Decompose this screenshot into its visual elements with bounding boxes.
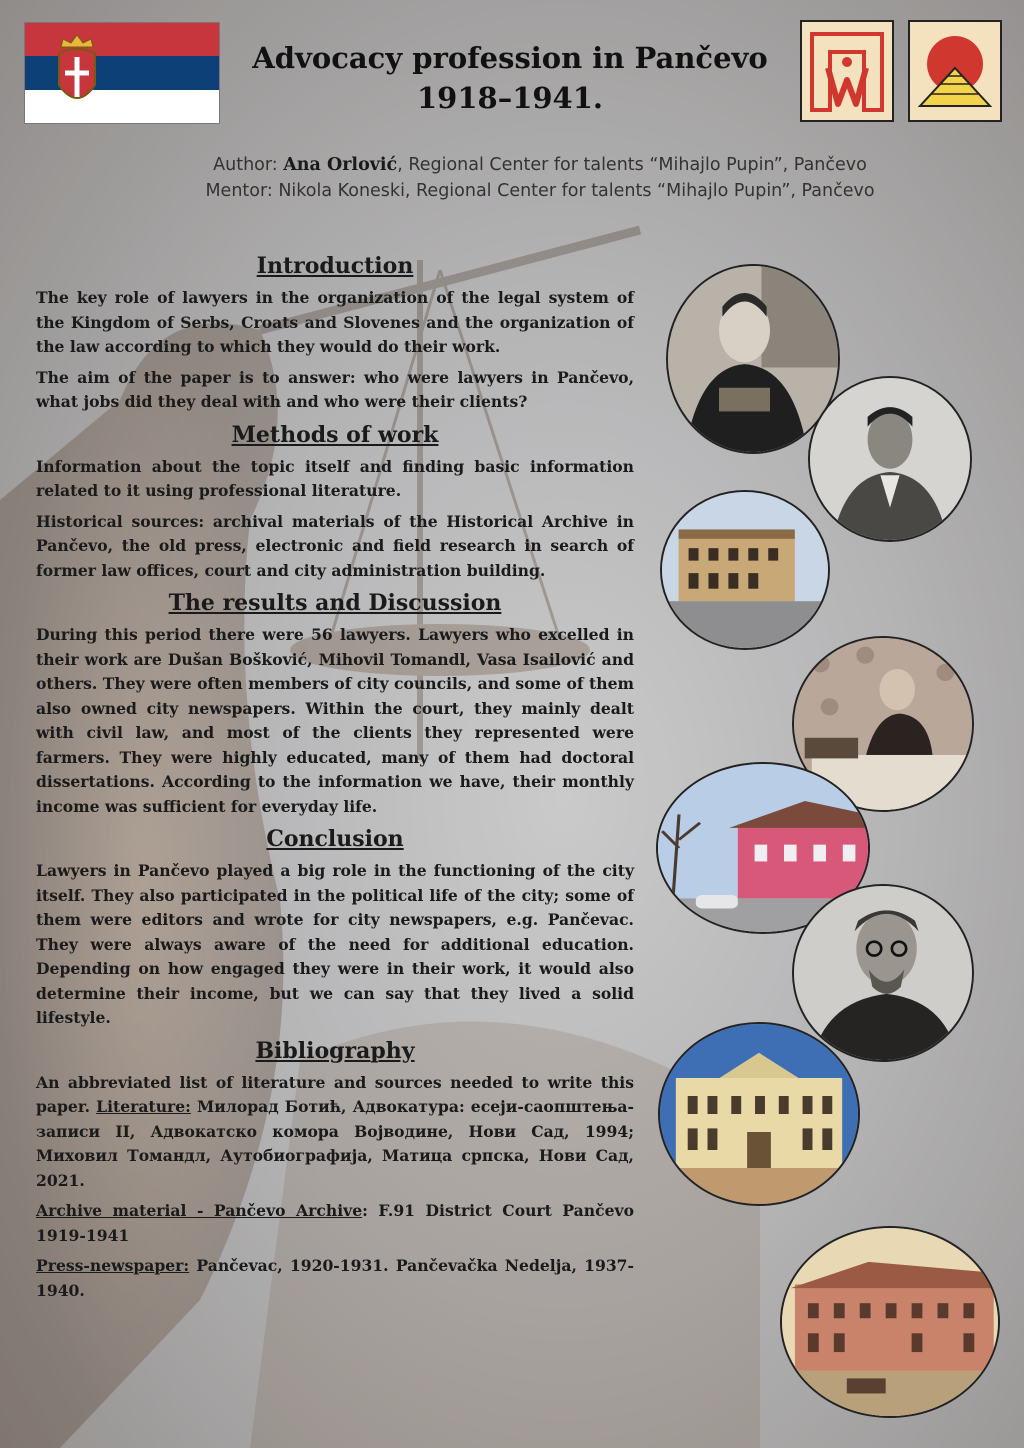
authors-block (100, 152, 980, 204)
building-street-photo-1 (660, 490, 830, 650)
poster-title (230, 38, 790, 118)
bibliography-paragraph-3: Press-newspaper: Pančevac, 1920-1931. Pančevačka Nedelja, 1937-1940. (36, 1256, 634, 1300)
press-label: Press-newspaper: (36, 1256, 190, 1275)
author-name: Ana Orlović (283, 155, 398, 175)
author-line: Author: Ana Orlović, Regional Center for talents “Mihajlo Pupin”, Pančevo (213, 155, 867, 175)
pyramid-sun-logo (908, 20, 1002, 122)
mentor-line: Mentor: Nikola Koneski, Regional Center for talents “Mihajlo Pupin”, Pančevo (205, 181, 875, 201)
portrait-lawyer-photo-2 (792, 884, 974, 1062)
talent-center-logo (800, 20, 894, 122)
bibliography-paragraph-1: An abbreviated list of literature and sources needed to write this paper. Literature: Милорад Ботић, Адвокатура: есеји-саопштења-записи II, Адвокатско комора Војводине, Нови Сад, 1994; Миховил Томандл, Аутобиографија, Матица српска, Нови Сад, 2021. (36, 1072, 634, 1190)
court-building-photo (658, 1022, 860, 1206)
introduction-paragraph-2: The aim of the paper is to answer: who were lawyers in Pančevo, what jobs did they deal with and who were their clients? (36, 367, 634, 411)
methods-paragraph-2: Historical sources: archival materials of the Historical Archive in Pančevo, the old press, electronic and field research in search of former law offices, court and city administration building. (36, 511, 634, 580)
title-line-2: 1918–1941. (416, 81, 604, 115)
literature-label: Literature: (96, 1097, 191, 1116)
archive-label: Archive material - Pančevo Archive (36, 1201, 363, 1220)
results-paragraph: During this period there were 56 lawyers. Lawyers who excelled in their work are Dušan Bošković, Mihovil Tomandl, Vasa Isailović and others. They were often members of city councils, and some of them also owned city newspapers. Within the court, they mainly dealt with civil law, and most of the clients they represented were farmers. They were highly educated, many of them had doctoral dissertations. According to the information we have, their monthly income was sufficient for everyday life. (36, 625, 634, 816)
conclusion-heading: Conclusion (266, 826, 404, 852)
coat-of-arms-icon (55, 33, 99, 113)
serbian-flag (24, 22, 220, 124)
old-postcard-building-photo (780, 1226, 1000, 1418)
methods-paragraph-1: Information about the topic itself and finding basic information related to it using professional literature. (36, 456, 634, 500)
conclusion-paragraph: Lawyers in Pančevo played a big role in the functioning of the city itself. They also participated in the political life of the city; some of them were editors and wrote for city newspapers, e.g. Pančevac. They were always aware of the need for additional education. Depending on how engaged they were in their work, it would also determine their income, but we can say that they lived a solid lifestyle. (36, 861, 634, 1027)
portrait-lawyer-photo-1 (808, 376, 972, 542)
title-line-1: Advocacy profession in Pančevo (252, 41, 768, 75)
introduction-paragraph-1: The key role of lawyers in the organization of the legal system of the Kingdom of Serbs, Croats and Slovenes and the organization of the law according to which they would do their work. (36, 288, 634, 356)
methods-heading: Methods of work (231, 421, 439, 448)
introduction-heading: Introduction (256, 253, 414, 279)
bibliography-heading: Bibliography (255, 1037, 415, 1064)
results-heading: The results and Discussion (168, 590, 502, 616)
bibliography-paragraph-2: Archive material - Pančevo Archive: F.91 District Court Pančevo 1919-1941 (36, 1201, 634, 1245)
main-text-column (36, 252, 634, 1309)
